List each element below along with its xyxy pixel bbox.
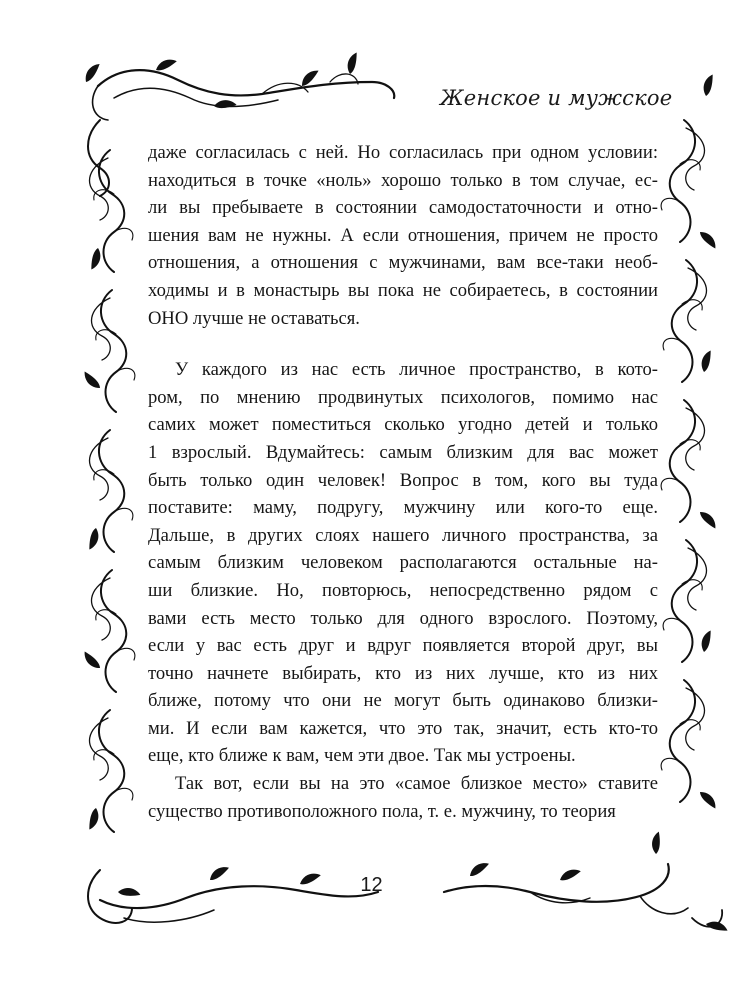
paragraph [148, 770, 658, 825]
text-line: самым близким человеком располагаются остальные на- [148, 552, 658, 574]
text-line: быть только один человек! Вопрос в том, кого вы туда [148, 469, 658, 491]
text-line: если у вас есть друг и вдруг появляется второй друг, вы [148, 635, 658, 657]
text-line: отношения, а отношения с мужчинами, вам все-таки необ- [148, 252, 658, 274]
text-line: находиться в точке «ноль» хорошо только в том случае, ес- [148, 169, 658, 191]
text-line: У каждого из нас есть личное пространство, в кото- [175, 359, 658, 381]
text-line: ближе, потому что они не могут быть одинаково близки- [148, 690, 658, 712]
text-line: ши близкие. Но, повторюсь, непосредственно рядом с [148, 579, 658, 601]
text-line: самих может поместиться сколько угодно детей и только [148, 414, 658, 436]
paragraph [148, 356, 658, 770]
text-line: ходимы и в монастырь вы пока не собираетесь, в состоянии [148, 279, 658, 301]
running-head: Женское и мужское [440, 86, 673, 110]
paragraph-gap [148, 332, 658, 356]
text-line: еще, кто ближе к вам, чем эти двое. Так мы устроены. [148, 745, 576, 767]
body-text [148, 139, 658, 825]
page-number: 12 [360, 874, 383, 896]
text-line: ром, по мнению продвинутых психологов, помимо нас [148, 386, 658, 408]
text-line: даже согласилась с ней. Но согласилась при одном условии: [148, 142, 658, 163]
text-line: вами есть место только для одного взрослого. Поэтому, [148, 607, 658, 629]
paragraph [148, 139, 658, 332]
text-line: поставите: маму, подругу, мужчину или кого-то еще. [148, 497, 658, 519]
text-line: ОНО лучше не оставаться. [148, 307, 360, 329]
text-line: ли вы пребываете в состоянии самодостаточности и отно- [148, 197, 658, 219]
text-line: 1 взрослый. Вдумайтесь: самым близким для вас может [148, 441, 658, 463]
text-line: ми. И если вам кажется, что это так, значит, есть кто-то [148, 717, 658, 739]
text-line: точно начнете выбирать, кто из них лучше, кто из них [148, 662, 658, 684]
text-line: существо противоположного пола, т. е. мужчину, то теория [148, 800, 616, 822]
text-line: Дальше, в других слоях нашего личного пространства, за [148, 524, 658, 546]
text-line: Так вот, если вы на это «самое близкое место» ставите [175, 773, 658, 795]
text-line: шения вам не нужны. А если отношения, причем не просто [148, 224, 658, 246]
